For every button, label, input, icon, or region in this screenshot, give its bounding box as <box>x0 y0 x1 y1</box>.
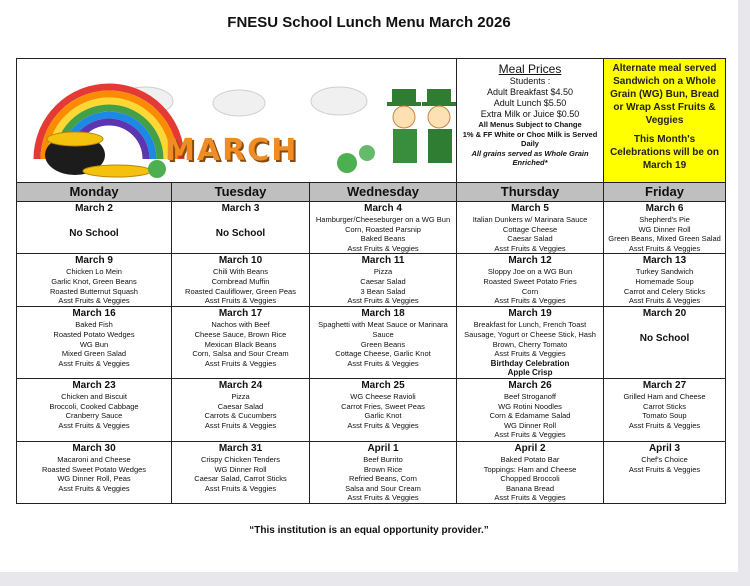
menu-item: Baked Beans <box>360 234 406 244</box>
menu-weeks <box>17 202 726 504</box>
meal-prices <box>457 59 604 183</box>
menu-item: Asst Fruits & Veggies <box>628 296 701 306</box>
menu-week-row <box>17 441 726 503</box>
menu-item: Asst Fruits & Veggies <box>494 296 566 306</box>
menu-item: WG Rotini Noodles <box>498 401 562 411</box>
march-banner <box>17 59 457 183</box>
menu-day-cell <box>457 307 604 379</box>
grains-note: All grains served as Whole Grain Enriched* <box>471 148 589 167</box>
menu-item: Cornbread Muffin <box>211 276 270 286</box>
menu-day-cell <box>604 254 726 307</box>
menu-date: March 24 <box>218 379 263 391</box>
menu-item: WG Cheese Ravioli <box>350 391 416 401</box>
day-header-wednesday: Wednesday <box>310 183 457 202</box>
menu-date: March 31 <box>218 442 263 454</box>
menu-week-row <box>17 307 726 379</box>
menu-item: Italian Dunkers w/ Marinara Sauce <box>472 215 588 224</box>
menu-change-note: All Menus Subject to Change <box>478 120 582 129</box>
menu-item: 3 Bean Salad <box>360 286 406 296</box>
menu-date: March 6 <box>645 203 684 214</box>
menu-day-cell <box>310 378 457 441</box>
menu-item: Asst Fruits & Veggies <box>347 358 419 368</box>
menu-item: Cranberry Sauce <box>65 411 123 421</box>
menu-item: Caesar Salad <box>360 276 406 286</box>
menu-item: Corn, Salsa and Sour Cream <box>192 349 289 359</box>
menu-item: Green Beans, Mixed Green Salad <box>608 234 721 244</box>
march-word-art: MARCH <box>165 133 299 168</box>
menu-item: Refried Beans, Corn <box>349 474 417 484</box>
menu-date: March 13 <box>642 255 687 267</box>
menu-day-cell <box>17 202 172 254</box>
price-line: Students : <box>509 76 551 86</box>
menu-item: Shepherd's Pie <box>639 215 690 224</box>
menu-item: Asst Fruits & Veggies <box>347 420 419 430</box>
menu-day-cell <box>172 378 310 441</box>
menu-item: Corn & Edamame Salad <box>489 411 571 421</box>
menu-item: Mexican Black Beans <box>204 339 277 349</box>
menu-day-cell <box>17 254 172 307</box>
day-header-friday: Friday <box>604 183 726 202</box>
menu-date: March 9 <box>75 255 113 267</box>
price-line: Adult Breakfast $4.50 <box>486 87 574 97</box>
menu-item: Corn, Roasted Parsnip <box>345 224 421 234</box>
alternate-meal-text: Alternate meal served Sandwich on a Whole Grain (WG) Bun, Bread or Wrap Asst Fruits & Veggies <box>610 63 719 126</box>
menu-item: Roasted Cauliflower, Green Peas <box>185 286 296 296</box>
page-title: FNESU School Lunch Menu March 2026 <box>227 14 511 31</box>
menu-date: March 16 <box>72 308 116 320</box>
menu-item: Carrot Fries, Sweet Peas <box>341 401 425 411</box>
menu-item: Asst Fruits & Veggies <box>494 493 566 503</box>
celebrations-text: This Month's Celebrations will be on March 19 <box>610 134 719 171</box>
menu-item: Asst Fruits & Veggies <box>494 430 566 440</box>
menu-day-cell <box>457 254 604 307</box>
menu-date: March 18 <box>361 308 405 320</box>
price-line: Extra Milk or Juice $0.50 <box>480 109 580 119</box>
menu-day-cell <box>17 307 172 379</box>
no-school-label: No School <box>215 228 266 239</box>
menu-item: Turkey Sandwich <box>635 267 694 277</box>
equal-opportunity-footer: “This institution is an equal opportunity provider.” <box>249 525 489 536</box>
menu-date: March 20 <box>642 308 687 320</box>
menu-item: Asst Fruits & Veggies <box>204 296 277 306</box>
menu-item: Caesar Salad <box>217 401 264 411</box>
menu-date: March 17 <box>218 308 263 320</box>
menu-item: Asst Fruits & Veggies <box>347 296 419 306</box>
menu-day-cell <box>17 441 172 503</box>
menu-date: March 27 <box>642 379 687 391</box>
menu-item: Sloppy Joe on a WG Bun <box>487 267 573 277</box>
menu-item: Macaroni and Cheese <box>57 454 131 464</box>
menu-week-row <box>17 378 726 441</box>
celebration-item: Apple Crisp <box>507 368 553 378</box>
menu-item: Carrot Sticks <box>643 401 686 411</box>
menu-item: Toppings: Ham and Cheese <box>483 464 577 474</box>
menu-day-cell <box>172 441 310 503</box>
menu-item: Chicken and Biscuit <box>61 391 127 401</box>
day-header-tuesday: Tuesday <box>172 183 310 202</box>
menu-item: Carrots & Cucumbers <box>204 411 277 421</box>
menu-item: Cottage Cheese, Garlic Knot <box>335 349 431 359</box>
menu-day-cell <box>457 441 604 503</box>
menu-item: Asst Fruits & Veggies <box>628 420 701 430</box>
menu-item: Asst Fruits & Veggies <box>204 420 277 430</box>
menu-item: Asst Fruits & Veggies <box>494 243 566 253</box>
menu-date: April 3 <box>648 442 681 454</box>
menu-day-cell <box>310 307 457 379</box>
lunch-menu-table <box>16 58 726 504</box>
menu-item: Chef's Choice <box>641 454 688 464</box>
menu-item: Spaghetti with Meat Sauce or Marinara Sauce <box>318 320 448 339</box>
menu-day-cell <box>457 202 604 254</box>
menu-item: Roasted Potato Wedges <box>53 329 135 339</box>
menu-item: WG Dinner Roll, Peas <box>57 474 131 484</box>
meal-prices-heading: Meal Prices <box>498 62 562 76</box>
menu-item: Chopped Broccoli <box>500 474 560 484</box>
menu-item: WG Dinner Roll <box>503 420 557 430</box>
menu-day-cell <box>310 202 457 254</box>
menu-item: Asst Fruits & Veggies <box>628 243 701 253</box>
menu-week-row <box>17 202 726 254</box>
menu-item: Mixed Green Salad <box>61 349 127 359</box>
menu-item: Beef Burrito <box>363 454 403 464</box>
menu-item: Cottage Cheese <box>502 224 558 234</box>
menu-item: Garlic Knot <box>364 411 402 421</box>
menu-item: Broccoli, Cooked Cabbage <box>49 401 139 411</box>
menu-item: Asst Fruits & Veggies <box>347 243 419 253</box>
day-header-monday: Monday <box>17 183 172 202</box>
menu-item: Asst Fruits & Veggies <box>204 483 277 493</box>
menu-day-cell <box>172 307 310 379</box>
menu-item: Banana Bread <box>506 483 554 493</box>
menu-item: Breakfast for Lunch, French Toast Sausage, Yogurt or Cheese Stick, Hash Brown, Cherry Tomato <box>464 320 596 349</box>
menu-day-cell <box>604 307 726 379</box>
menu-day-cell <box>172 254 310 307</box>
menu-day-cell <box>604 378 726 441</box>
menu-day-cell <box>172 202 310 254</box>
menu-day-cell <box>457 378 604 441</box>
menu-item: Beef Stroganoff <box>504 391 556 401</box>
menu-date: March 23 <box>72 379 116 391</box>
menu-day-cell <box>310 441 457 503</box>
menu-day-cell <box>604 441 726 503</box>
menu-item: Salsa and Sour Cream <box>345 483 421 493</box>
menu-item: Homemade Soup <box>635 276 694 286</box>
menu-item: WG Bun <box>79 339 109 349</box>
menu-day-cell <box>17 378 172 441</box>
menu-item: Asst Fruits & Veggies <box>494 349 566 359</box>
milk-note: 1% & FF White or Choc Milk is Served Daily <box>462 129 598 148</box>
menu-item: Pizza <box>231 391 250 401</box>
no-school-label: No School <box>639 333 690 345</box>
menu-date: March 2 <box>75 203 113 214</box>
menu-date: April 1 <box>367 442 399 454</box>
menu-item: Roasted Sweet Potato Wedges <box>41 464 147 474</box>
menu-item: Crispy Chicken Tenders <box>200 454 281 464</box>
menu-item: Garlic Knot, Green Beans <box>51 276 137 286</box>
no-school-label: No School <box>69 228 119 239</box>
menu-item: Baked Fish <box>75 320 113 330</box>
menu-date: March 11 <box>361 255 405 267</box>
price-line: Adult Lunch $5.50 <box>493 98 567 108</box>
menu-item: Brown Rice <box>363 464 403 474</box>
menu-item: Chicken Lo Mein <box>66 267 122 277</box>
celebration-item: Birthday Celebration <box>490 358 570 368</box>
menu-item: Corn <box>521 286 539 296</box>
menu-item: Baked Potato Bar <box>500 454 560 464</box>
menu-date: March 5 <box>511 203 549 214</box>
alternate-meal-box <box>604 59 726 183</box>
menu-item: Asst Fruits & Veggies <box>58 296 130 306</box>
menu-item: Cheese Sauce, Brown Rice <box>194 329 287 339</box>
menu-date: March 3 <box>221 203 260 214</box>
menu-item: Asst Fruits & Veggies <box>58 483 130 493</box>
menu-item: Pizza <box>373 267 393 277</box>
menu-item: Green Beans <box>360 339 406 349</box>
menu-item: WG Dinner Roll <box>214 464 267 474</box>
menu-date: April 2 <box>514 442 546 454</box>
menu-item: Hamburger/Cheeseburger on a WG Bun <box>315 215 451 224</box>
menu-date: March 19 <box>508 308 552 320</box>
menu-date: March 4 <box>364 203 402 214</box>
menu-item: Roasted Butternut Squash <box>50 286 138 296</box>
menu-item: Caesar Salad <box>507 234 553 244</box>
day-header-thursday: Thursday <box>457 183 604 202</box>
menu-item: Grilled Ham and Cheese <box>623 391 706 401</box>
menu-item: Carrot and Celery Sticks <box>623 286 706 296</box>
menu-date: March 30 <box>72 442 116 454</box>
menu-date: March 10 <box>218 255 263 267</box>
menu-item: Tomato Soup <box>642 411 687 421</box>
menu-item: Asst Fruits & Veggies <box>58 420 130 430</box>
menu-item: Caesar Salad, Carrot Sticks <box>194 474 287 484</box>
menu-item: Asst Fruits & Veggies <box>347 493 419 503</box>
menu-date: March 26 <box>508 379 552 391</box>
menu-day-cell <box>604 202 726 254</box>
menu-day-cell <box>310 254 457 307</box>
menu-item: Roasted Sweet Potato Fries <box>483 276 577 286</box>
menu-item: Asst Fruits & Veggies <box>628 464 701 474</box>
menu-item: Asst Fruits & Veggies <box>204 358 277 368</box>
menu-week-row <box>17 254 726 307</box>
menu-item: Nachos with Beef <box>211 320 270 330</box>
menu-date: March 12 <box>508 255 552 267</box>
menu-item: WG Dinner Roll <box>638 224 691 234</box>
menu-item: Chili With Beans <box>212 267 269 277</box>
menu-date: March 25 <box>361 379 405 391</box>
menu-item: Asst Fruits & Veggies <box>58 358 130 368</box>
